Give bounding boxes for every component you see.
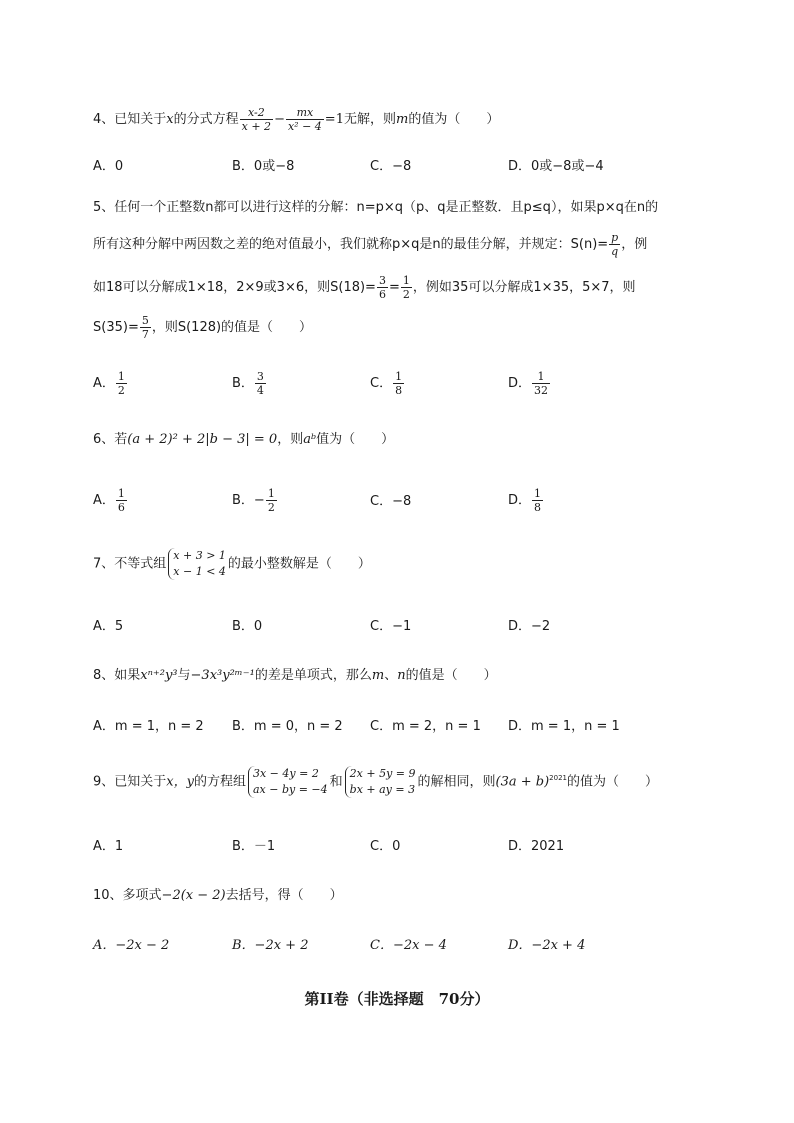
question-10 <box>93 889 343 902</box>
q6-option-d[interactable]: D． $\frac{1}{8}$ <box>508 487 542 515</box>
q9-option-d[interactable]: D．2021 <box>508 839 565 854</box>
q4-option-b[interactable]: B．0或−8 <box>232 159 295 174</box>
q5-line4-fraction: $\frac{5}{7}$ <box>141 314 149 342</box>
q10-option-c[interactable]: C．−2x − 4 <box>370 938 447 953</box>
q9-text-mid2: 的解相同，则 <box>417 774 496 790</box>
question-5-line-1: 5、任何一个正整数n都可以进行这样的分解：n=p×q（p、q是正整数．且p≤q），如果p×q在n的 <box>93 200 659 215</box>
q4-minus: − <box>274 112 285 128</box>
q8-option-b[interactable]: B．m = 0，n = 2 <box>232 719 343 734</box>
q4-text-end: 的值为（ ） <box>408 112 500 128</box>
q6-option-b[interactable]: B．− $\frac{1}{2}$ <box>232 487 275 515</box>
question-5-line-3 <box>93 274 636 301</box>
q5-line2-fraction: $\frac{p}{q}$ <box>611 231 619 259</box>
q8-var-m: m <box>371 668 385 683</box>
q5-line4-text: S(35)= <box>93 320 139 336</box>
q4-fraction-1: $\frac{x-2}{x + 2}$ <box>241 106 272 134</box>
q9-text-before: 9、已知关于 <box>93 774 167 790</box>
q8-option-d[interactable]: D．m = 1，n = 1 <box>508 719 620 734</box>
q8-separator: 、 <box>384 668 398 683</box>
q4-fraction-2: $\frac{mx}{\text{x² − 4}}$ <box>287 106 322 134</box>
q9-options <box>93 840 713 870</box>
q9-option-b[interactable]: B．－1 <box>232 839 276 854</box>
q4-option-a[interactable]: A．0 <box>93 159 124 174</box>
question-5-line-2 <box>93 231 647 258</box>
question-9 <box>93 766 658 798</box>
q9-system-1: 3x − 4y = 2 ax − by = −4 <box>248 766 328 798</box>
q5-line4-end: ，则S(128)的值是（ ） <box>151 320 313 336</box>
q5-line3-fraction-1: $\frac{3}{6}$ <box>378 274 386 302</box>
q10-options <box>93 939 713 969</box>
q4-options <box>93 160 713 190</box>
q10-option-a[interactable]: A．−2x − 2 <box>93 938 170 953</box>
q5-options <box>93 370 713 400</box>
q7-option-d[interactable]: D．−2 <box>508 619 551 634</box>
q9-exponent: 2021 <box>549 774 567 783</box>
q7-text-end: 的最小整数解是（ ） <box>227 556 371 572</box>
q9-system-2: 2x + 5y = 9 bx + ay = 3 <box>345 766 416 798</box>
question-4 <box>93 106 499 133</box>
q5-line3-fraction-2: $\frac{1}{2}$ <box>402 274 410 302</box>
q9-vars: x，y <box>166 774 194 790</box>
q6-power: aᵇ <box>303 432 317 447</box>
q5-option-c[interactable]: C． $\frac{1}{8}$ <box>370 370 403 398</box>
q6-option-c[interactable]: C．−8 <box>370 494 412 509</box>
q4-option-d[interactable]: D．0或−8或−4 <box>508 159 604 174</box>
q4-text-before: 4、已知关于 <box>93 112 167 128</box>
q8-var-n: n <box>397 668 406 683</box>
q5-option-b[interactable]: B． $\frac{3}{4}$ <box>232 370 264 398</box>
q6-expression: (a + 2)² + 2|b − 3| = 0 <box>127 432 278 447</box>
q9-option-a[interactable]: A．1 <box>93 839 124 854</box>
q4-var-x: x <box>166 112 174 128</box>
q8-text-mid2: 的差是单项式，那么 <box>254 668 372 683</box>
question-7 <box>93 548 371 580</box>
q5-line2-end: ，例 <box>621 237 648 253</box>
q4-text-mid2: 无解，则 <box>343 112 396 128</box>
q6-text-end: 值为（ ） <box>316 432 395 447</box>
q9-text-mid1: 的方程组 <box>193 774 246 790</box>
q8-text-before: 8、如果 <box>93 668 141 683</box>
q8-option-a[interactable]: A．m = 1，n = 2 <box>93 719 204 734</box>
q8-text-mid1: 与 <box>177 668 191 683</box>
q6-text-mid: ，则 <box>277 432 304 447</box>
q10-text-end: 去括号，得（ ） <box>225 888 343 903</box>
q6-text-before: 6、若 <box>93 432 128 447</box>
q7-option-c[interactable]: C．−1 <box>370 619 412 634</box>
question-6 <box>93 433 394 446</box>
q8-options <box>93 720 713 750</box>
q4-option-c[interactable]: C．−8 <box>370 159 412 174</box>
q4-equals: =1 <box>324 112 344 128</box>
q5-option-a[interactable]: A． $\frac{1}{2}$ <box>93 370 125 398</box>
q7-text-before: 7、不等式组 <box>93 556 167 572</box>
q10-option-d[interactable]: D．−2x + 4 <box>508 938 586 953</box>
q10-text-before: 10、多项式 <box>93 888 162 903</box>
section-title: 第II卷（非选择题 70分） <box>304 990 490 1008</box>
q8-text-end: 的值是（ ） <box>405 668 497 683</box>
q4-var-m: m <box>395 112 409 128</box>
q8-term-2: −3x³y²ᵐ⁻¹ <box>190 668 255 683</box>
q7-options <box>93 620 713 650</box>
question-5-line-4 <box>93 314 312 341</box>
q7-option-b[interactable]: B．0 <box>232 619 263 634</box>
q6-options <box>93 487 713 517</box>
q8-option-c[interactable]: C．m = 2，n = 1 <box>370 719 481 734</box>
q5-line2-text: 所有这种分解中两因数之差的绝对值最小，我们就称p×q是n的最佳分解，并规定：S(n)= <box>93 237 609 253</box>
q4-text-mid1: 的分式方程 <box>173 112 239 128</box>
q5-line3-text: 如18可以分解成1×18，2×9或3×6，则S(18)= <box>93 280 376 296</box>
q7-inequality-system: x + 3 > 1 x − 1 < 4 <box>168 548 226 580</box>
q10-expression: −2(x − 2) <box>161 888 226 903</box>
q9-option-c[interactable]: C．0 <box>370 839 401 854</box>
q6-option-a[interactable]: A． $\frac{1}{6}$ <box>93 487 125 515</box>
q5-line3-end: ，例如35可以分解成1×35，5×7，则 <box>412 280 636 296</box>
q5-option-d[interactable]: D． $\frac{1}{32}$ <box>508 370 549 398</box>
q10-option-b[interactable]: B．−2x + 2 <box>232 938 309 953</box>
question-8 <box>93 669 497 682</box>
q9-expression: (3a + b) <box>495 774 550 790</box>
q8-term-1: xⁿ⁺²y³ <box>140 668 178 683</box>
q7-option-a[interactable]: A．5 <box>93 619 124 634</box>
q5-line3-equals: = <box>388 280 400 296</box>
q9-text-end: 的值为（ ） <box>567 774 659 790</box>
q9-text-and: 和 <box>329 774 343 790</box>
